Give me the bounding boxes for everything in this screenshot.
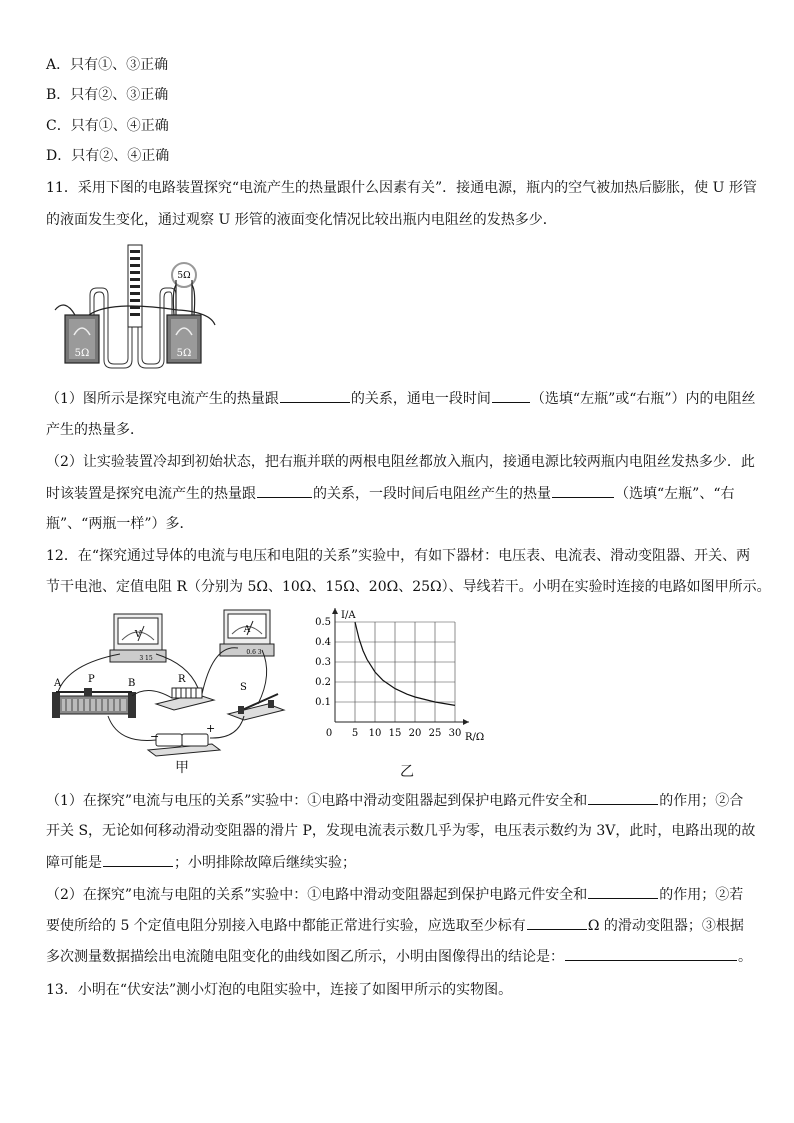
battery-minus: − (150, 730, 160, 743)
y-tick-label: 0.1 (315, 697, 331, 708)
switch-S (228, 694, 284, 720)
label-P: P (88, 674, 95, 685)
q12-blank-5[interactable] (565, 946, 737, 961)
label-R: R (178, 674, 186, 685)
battery-plus: + (206, 722, 216, 735)
q11-part1-line1: （1）图所示是探究电流产生的热量跟 的关系，通电一段时间 （选填“左瓶”或“右瓶”）内的电阻丝 (46, 388, 756, 409)
y-axis-label: I/A (341, 610, 356, 621)
ammeter-terminals: 0.6 3 (246, 649, 262, 656)
voltmeter-terminals: 3 15 (139, 655, 153, 662)
right-jar (167, 315, 201, 363)
y-tick-label: 0.2 (315, 677, 331, 688)
q12-current-resistance-chart (305, 602, 505, 752)
q11-blank-2[interactable] (492, 388, 530, 403)
q12-blank-1[interactable] (588, 790, 658, 805)
top-resistor-label: 5Ω (177, 271, 191, 281)
q12-stem-line1: 12．在“探究通过导体的电流与电压和电阻的关系”实验中，有如下器材：电压表、电流表、滑动变阻器、开关、两 (46, 548, 751, 564)
q11-blank-3[interactable] (257, 483, 312, 498)
x-tick-label: 30 (448, 728, 462, 739)
x-tick-label: 0 (325, 728, 333, 739)
x-tick-label: 15 (388, 728, 402, 739)
label-B: B (128, 678, 136, 689)
y-tick-label: 0.3 (315, 657, 331, 668)
q11-part1-line2: 产生的热量多． (46, 422, 144, 438)
circuit-caption: 甲 (175, 760, 189, 776)
option-a[interactable]: A．只有①、③正确 (46, 57, 169, 73)
q12-part2-line2: 要使所给的 5 个定值电阻分别接入电路中都能正常进行实验，应选取至少标有 Ω 的滑动变阻器；③根据 (46, 915, 744, 936)
series-line-current (355, 622, 455, 705)
q11-part2-line2: 时该装置是探究电流产生的热量跟 的关系，一段时间后电阻丝产生的热量 （选填“左瓶”、“右 (46, 483, 734, 504)
x-tick-label: 10 (368, 728, 382, 739)
resistor-R (156, 688, 214, 710)
q11-stem-line1: 11．采用下图的电路装置探究“电流产生的热量跟什么因素有关”．接通电源，瓶内的空气被加热后膨胀，使 U 形管 (46, 180, 757, 196)
q11-blank-1[interactable] (280, 388, 350, 403)
left-resistor-label: 5Ω (74, 348, 90, 359)
option-c[interactable]: C．只有①、④正确 (46, 118, 169, 134)
q11-blank-4[interactable] (552, 483, 614, 498)
q12-stem-line2: 节干电池、定值电阻 R（分别为 5Ω、10Ω、15Ω、20Ω、25Ω）、导线若干。小明在实验时连接的电路如图甲所示。 (46, 579, 771, 595)
y-tick-label: 0.5 (315, 617, 331, 628)
q11-stem-line2: 的液面发生变化，通过观察 U 形管的液面变化情况比较出瓶内电阻丝的发热多少． (46, 212, 557, 228)
q11-part2-line1: （2）让实验装置冷却到初始状态，把右瓶并联的两根电阻丝都放入瓶内，接通电源比较两瓶内电阻丝发热多少．此 (46, 454, 755, 470)
y-axis-arrow (332, 608, 338, 614)
q12-blank-3[interactable] (588, 884, 658, 899)
x-axis-label: R/Ω (465, 732, 485, 743)
q12-blank-4[interactable] (527, 915, 587, 930)
x-tick-label: 20 (408, 728, 422, 739)
ammeter-symbol: A (243, 625, 251, 635)
left-jar (65, 315, 99, 363)
q11-heating-apparatus-figure (50, 240, 220, 370)
q13-stem: 13．小明在“伏安法”测小灯泡的电阻实验中，连接了如图甲所示的实物图。 (46, 982, 513, 998)
y-tick-label: 0.4 (315, 637, 331, 648)
x-axis-arrow (463, 719, 469, 725)
voltmeter-symbol: V (134, 630, 142, 640)
rheostat (52, 688, 136, 718)
label-A: A (54, 678, 62, 689)
q12-part1-line3: 障可能是 ；小明排除故障后继续实验； (46, 852, 356, 873)
q12-part2-line3: 多次测量数据描绘出电流随电阻变化的曲线如图乙所示，小明由图像得出的结论是： 。 (46, 946, 752, 967)
q12-blank-2[interactable] (103, 852, 173, 867)
option-d[interactable]: D．只有②、④正确 (46, 148, 170, 164)
right-resistor-label: 5Ω (176, 348, 192, 359)
q12-part1-line1: （1）在探究”电流与电压的关系”实验中：①电路中滑动变阻器起到保护电路元件安全和 的作用；②合 (46, 790, 743, 811)
x-tick-label: 5 (351, 728, 359, 739)
option-b[interactable]: B．只有②、③正确 (46, 87, 169, 103)
q12-part1-line2: 开关 S，无论如何移动滑动变阻器的滑片 P，发现电流表示数几乎为零，电压表示数约为 3V，此时，电路出现的故 (46, 823, 756, 839)
label-S: S (240, 682, 247, 693)
q12-part2-line1: （2）在探究”电流与电阻的关系”实验中：①电路中滑动变阻器起到保护电路元件安全和 的作用；②若 (46, 884, 743, 905)
q12-circuit-figure (48, 604, 298, 782)
q11-part2-line3: 瓶”、“两瓶一样”）多． (46, 516, 194, 532)
chart-caption: 乙 (400, 764, 414, 780)
x-tick-label: 25 (428, 728, 442, 739)
